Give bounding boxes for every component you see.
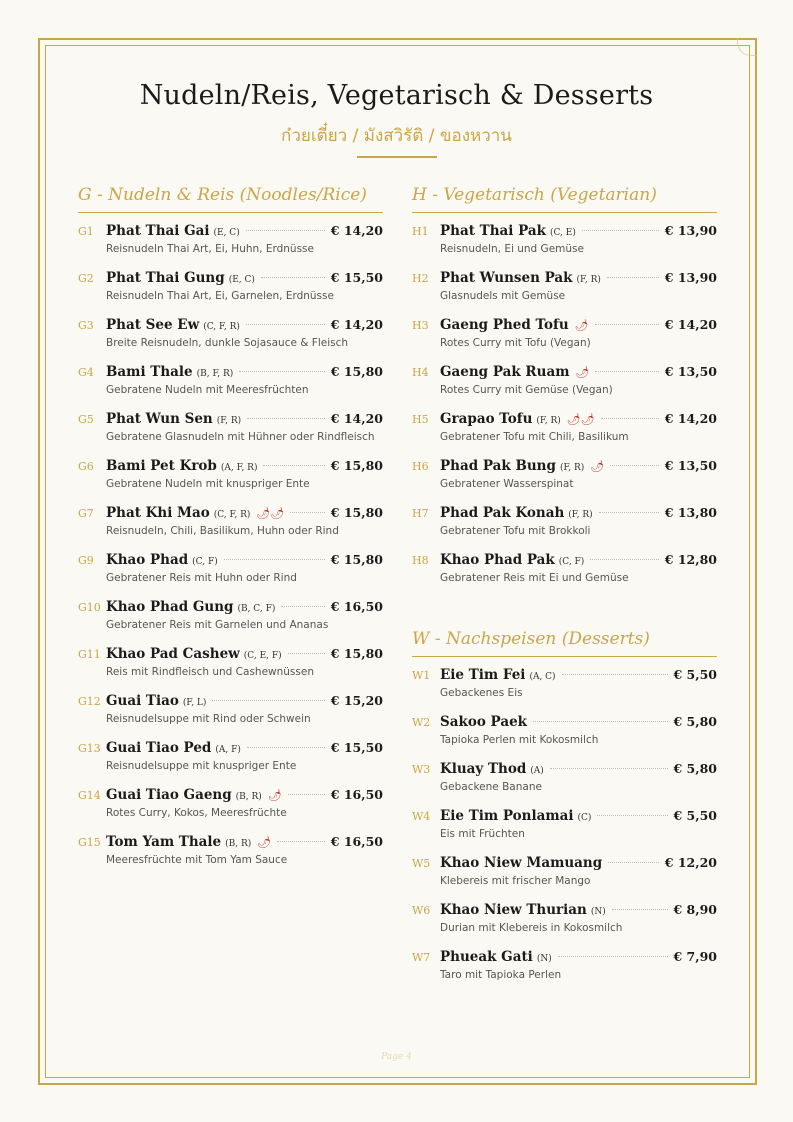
item-name: Khao Pad Cashew	[106, 646, 240, 662]
menu-item	[78, 270, 383, 303]
menu-item	[78, 834, 383, 867]
item-description: Gebratene Glasnudeln mit Hühner oder Rindfleisch	[106, 431, 375, 443]
item-description: Tapioka Perlen mit Kokosmilch	[440, 734, 599, 746]
menu-item	[78, 787, 383, 820]
item-name: Phad Pak Konah	[440, 505, 565, 521]
item-row	[106, 505, 383, 521]
dot-leader	[261, 277, 325, 278]
item-description: Gebratener Tofu mit Brokkoli	[440, 525, 591, 537]
item-allergens: (A, C)	[529, 672, 556, 682]
dot-leader	[212, 700, 324, 701]
dot-leader	[597, 815, 667, 816]
item-row	[440, 855, 717, 871]
item-price: € 15,50	[330, 270, 383, 285]
item-code: H2	[412, 272, 429, 285]
item-code: G13	[78, 742, 101, 755]
item-description: Breite Reisnudeln, dunkle Sojasauce & Fleisch	[106, 337, 349, 349]
section-title-desserts: W - Nachspeisen (Desserts)	[412, 629, 717, 657]
item-allergens: (N)	[536, 954, 552, 964]
menu-item	[78, 552, 383, 585]
item-code: G1	[78, 225, 94, 238]
page-title: Nudeln/Reis, Vegetarisch & Desserts	[139, 80, 654, 111]
chili-icon: 🌶	[267, 789, 282, 802]
item-description: Rotes Curry, Kokos, Meeresfrüchte	[106, 807, 287, 819]
item-price: € 13,50	[664, 364, 717, 379]
item-code: G5	[78, 413, 94, 426]
item-name: Gaeng Phed Tofu	[440, 317, 569, 333]
right-column	[412, 185, 717, 996]
item-code: W1	[412, 669, 431, 682]
item-name: Phat Wun Sen	[106, 411, 213, 427]
item-allergens: (E, C)	[228, 275, 255, 285]
item-description: Gebratene Nudeln mit Meeresfrüchten	[106, 384, 309, 396]
item-description: Gebratener Tofu mit Chili, Basilikum	[440, 431, 629, 443]
menu-item	[412, 458, 717, 491]
item-code: G7	[78, 507, 94, 520]
item-allergens: (F, R)	[536, 416, 561, 426]
item-code: G11	[78, 648, 101, 661]
dot-leader	[281, 606, 324, 607]
menu-item	[412, 505, 717, 538]
item-code: W3	[412, 763, 431, 776]
dot-leader	[599, 512, 659, 513]
item-description: Gebackene Banane	[440, 781, 542, 793]
item-allergens: (B, C, F)	[237, 604, 276, 614]
item-code: G12	[78, 695, 101, 708]
item-description: Gebratener Reis mit Ei und Gemüse	[440, 572, 629, 584]
dot-leader	[246, 324, 325, 325]
item-code: H8	[412, 554, 429, 567]
item-price: € 5,50	[673, 667, 717, 682]
item-row	[440, 714, 717, 730]
item-row	[106, 646, 383, 662]
dot-leader	[247, 418, 325, 419]
item-row	[440, 552, 717, 568]
item-allergens: (E, C)	[213, 228, 240, 238]
chili-icon: 🌶	[590, 460, 605, 473]
item-allergens: (C, E, F)	[243, 651, 282, 661]
item-name: Eie Tim Ponlamai	[440, 808, 574, 824]
section-title-vegetarian: H - Vegetarisch (Vegetarian)	[412, 185, 717, 213]
item-row	[106, 834, 383, 850]
item-name: Khao Phad Pak	[440, 552, 555, 568]
item-allergens: (N)	[590, 907, 606, 917]
menu-item	[412, 317, 717, 350]
item-allergens: (F, R)	[559, 463, 585, 473]
menu-item	[412, 223, 717, 256]
item-price: € 13,90	[664, 223, 717, 238]
item-code: W4	[412, 810, 431, 823]
menu-item	[412, 949, 717, 982]
item-price: € 15,20	[330, 693, 383, 708]
item-description: Reis mit Rindfleisch und Cashewnüssen	[106, 666, 314, 678]
item-code: G9	[78, 554, 94, 567]
dot-leader	[290, 512, 324, 513]
item-description: Reisnudelsuppe mit knuspriger Ente	[106, 760, 297, 772]
dot-leader	[582, 230, 659, 231]
item-description: Eis mit Früchten	[440, 828, 525, 840]
item-price: € 7,90	[673, 949, 717, 964]
item-name: Phat See Ew	[106, 317, 200, 333]
item-name: Phat Khi Mao	[106, 505, 210, 521]
menu-item	[412, 902, 717, 935]
item-description: Gebratener Wasserspinat	[440, 478, 574, 490]
item-name: Grapao Tofu	[440, 411, 533, 427]
item-price: € 16,50	[330, 787, 383, 802]
item-allergens: (C, F)	[558, 557, 585, 567]
item-description: Taro mit Tapioka Perlen	[440, 969, 562, 981]
item-code: G2	[78, 272, 94, 285]
item-code: H6	[412, 460, 429, 473]
item-description: Gebratene Nudeln mit knuspriger Ente	[106, 478, 310, 490]
item-allergens: (F, R)	[216, 416, 242, 426]
item-code: W5	[412, 857, 431, 870]
item-description: Reisnudeln Thai Art, Ei, Huhn, Erdnüsse	[106, 243, 314, 255]
item-allergens: (F, R)	[568, 510, 593, 520]
item-row	[106, 458, 383, 474]
item-row	[106, 740, 383, 756]
dot-leader	[601, 418, 659, 419]
item-allergens: (B, R)	[235, 792, 262, 802]
item-price: € 14,20	[330, 411, 383, 426]
item-row	[440, 505, 717, 521]
item-row	[106, 787, 383, 803]
item-row	[106, 223, 383, 239]
item-row	[106, 270, 383, 286]
item-row	[106, 552, 383, 568]
item-price: € 15,80	[330, 364, 383, 379]
item-row	[440, 949, 717, 965]
noodles-list	[78, 223, 383, 867]
item-description: Klebereis mit frischer Mango	[440, 875, 591, 887]
dot-leader	[263, 465, 324, 466]
item-description: Meeresfrüchte mit Tom Yam Sauce	[106, 854, 288, 866]
dot-leader	[612, 909, 668, 910]
item-code: H3	[412, 319, 429, 332]
item-price: € 14,20	[664, 411, 717, 426]
item-code: G15	[78, 836, 101, 849]
menu-item	[412, 364, 717, 397]
item-description: Reisnudelsuppe mit Rind oder Schwein	[106, 713, 311, 725]
item-name: Guai Tiao Gaeng	[106, 787, 232, 803]
item-price: € 13,50	[664, 458, 717, 473]
item-description: Reisnudeln Thai Art, Ei, Garnelen, Erdnüsse	[106, 290, 334, 302]
item-description: Reisnudeln, Chili, Basilikum, Huhn oder Rind	[106, 525, 339, 537]
item-row	[440, 902, 717, 918]
menu-item	[412, 714, 717, 747]
item-description: Durian mit Klebereis in Kokosmilch	[440, 922, 623, 934]
dot-leader	[550, 768, 668, 769]
item-row	[440, 364, 717, 380]
item-code: W7	[412, 951, 431, 964]
item-price: € 15,80	[330, 646, 383, 661]
item-price: € 15,80	[330, 505, 383, 520]
dot-leader	[595, 371, 658, 372]
item-allergens: (F, R)	[576, 275, 601, 285]
item-description: Rotes Curry mit Tofu (Vegan)	[440, 337, 591, 349]
item-row	[440, 223, 717, 239]
item-code: G3	[78, 319, 94, 332]
item-row	[440, 458, 717, 474]
item-code: H7	[412, 507, 429, 520]
item-allergens: (C)	[577, 813, 592, 823]
item-name: Sakoo Paek	[440, 714, 528, 730]
item-description: Glasnudels mit Gemüse	[440, 290, 566, 302]
menu-item	[78, 599, 383, 632]
item-price: € 8,90	[673, 902, 717, 917]
dot-leader	[288, 653, 325, 654]
dot-leader	[608, 862, 659, 863]
item-allergens: (B, R)	[225, 839, 252, 849]
dot-leader	[610, 465, 659, 466]
item-price: € 16,50	[330, 599, 383, 614]
item-row	[440, 317, 717, 333]
item-price: € 13,80	[664, 505, 717, 520]
menu-item	[412, 855, 717, 888]
item-name: Kluay Thod	[440, 761, 527, 777]
dot-leader	[595, 324, 659, 325]
item-price: € 15,80	[330, 552, 383, 567]
item-price: € 13,90	[664, 270, 717, 285]
item-allergens: (C, E)	[549, 228, 576, 238]
chili-icon: 🌶🌶	[566, 413, 595, 426]
dot-leader	[277, 841, 325, 842]
item-name: Guai Tiao	[106, 693, 179, 709]
item-code: H1	[412, 225, 429, 238]
item-allergens: (F, L)	[182, 698, 207, 708]
item-name: Phat Thai Pak	[440, 223, 546, 239]
dot-leader	[239, 371, 324, 372]
item-allergens: (A, F)	[215, 745, 241, 755]
chili-icon: 🌶	[575, 366, 590, 379]
item-code: H5	[412, 413, 429, 426]
item-price: € 5,80	[673, 714, 717, 729]
item-price: € 5,80	[673, 761, 717, 776]
item-code: G4	[78, 366, 94, 379]
dot-leader	[533, 721, 667, 722]
item-allergens: (B, F, R)	[196, 369, 234, 379]
item-row	[440, 808, 717, 824]
item-row	[106, 411, 383, 427]
section-title-noodles: G - Nudeln & Reis (Noodles/Rice)	[78, 185, 383, 213]
item-name: Phat Thai Gung	[106, 270, 225, 286]
item-code: G14	[78, 789, 101, 802]
menu-item	[78, 364, 383, 397]
menu-item	[78, 646, 383, 679]
dot-leader	[590, 559, 658, 560]
vegetarian-list	[412, 223, 717, 585]
dot-leader	[607, 277, 659, 278]
item-name: Bami Pet Krob	[106, 458, 217, 474]
menu-item	[78, 693, 383, 726]
item-description: Rotes Curry mit Gemüse (Vegan)	[440, 384, 613, 396]
item-row	[106, 317, 383, 333]
item-allergens: (C, F, R)	[213, 510, 251, 520]
item-price: € 16,50	[330, 834, 383, 849]
item-name: Phat Thai Gai	[106, 223, 210, 239]
item-price: € 12,20	[664, 855, 717, 870]
item-price: € 5,50	[673, 808, 717, 823]
menu-item	[412, 411, 717, 444]
item-name: Phat Wunsen Pak	[440, 270, 573, 286]
chili-icon: 🌶🌶	[256, 507, 285, 520]
item-description: Gebratener Reis mit Garnelen und Ananas	[106, 619, 329, 631]
item-price: € 14,20	[664, 317, 717, 332]
item-name: Guai Tiao Ped	[106, 740, 212, 756]
item-row	[106, 364, 383, 380]
item-name: Tom Yam Thale	[106, 834, 222, 850]
chili-icon: 🌶	[257, 836, 272, 849]
item-code: W2	[412, 716, 431, 729]
menu-item	[412, 552, 717, 585]
item-description: Gebratener Reis mit Huhn oder Rind	[106, 572, 297, 584]
item-code: G6	[78, 460, 94, 473]
item-description: Reisnudeln, Ei und Gemüse	[440, 243, 584, 255]
item-row	[106, 693, 383, 709]
item-code: W6	[412, 904, 431, 917]
item-row	[440, 270, 717, 286]
item-row	[440, 411, 717, 427]
menu-item	[78, 458, 383, 491]
item-name: Phad Pak Bung	[440, 458, 556, 474]
menu-item	[412, 808, 717, 841]
menu-item	[78, 505, 383, 538]
item-name: Khao Niew Mamuang	[440, 855, 603, 871]
menu-item	[78, 740, 383, 773]
item-price: € 12,80	[664, 552, 717, 567]
menu-item	[412, 761, 717, 794]
item-name: Khao Niew Thurian	[440, 902, 587, 918]
chili-icon: 🌶	[574, 319, 589, 332]
title-divider	[357, 156, 437, 158]
left-column	[78, 185, 383, 881]
item-allergens: (A)	[530, 766, 544, 776]
dot-leader	[562, 674, 668, 675]
item-price: € 14,20	[330, 317, 383, 332]
item-price: € 15,50	[330, 740, 383, 755]
item-allergens: (C, F, R)	[203, 322, 240, 332]
item-allergens: (C, F)	[192, 557, 218, 567]
section-spacer	[412, 599, 717, 629]
item-name: Khao Phad	[106, 552, 189, 568]
dot-leader	[247, 747, 325, 748]
thai-subtitle: ก๋วยเตี๋ยว / มังสวิรัติ / ของหวาน	[281, 126, 512, 146]
item-name: Khao Phad Gung	[106, 599, 234, 615]
menu-item	[78, 317, 383, 350]
dot-leader	[224, 559, 325, 560]
item-row	[106, 599, 383, 615]
item-code: H4	[412, 366, 429, 379]
menu-item	[78, 223, 383, 256]
page-number: Page 4	[381, 1052, 412, 1062]
item-name: Eie Tim Fei	[440, 667, 526, 683]
dot-leader	[288, 794, 325, 795]
item-description: Gebackenes Eis	[440, 687, 523, 699]
dot-leader	[246, 230, 325, 231]
menu-item	[78, 411, 383, 444]
item-price: € 15,80	[330, 458, 383, 473]
dot-leader	[558, 956, 668, 957]
item-name: Phueak Gati	[440, 949, 533, 965]
menu-item	[412, 270, 717, 303]
item-row	[440, 761, 717, 777]
menu-item	[412, 667, 717, 700]
desserts-list	[412, 667, 717, 982]
item-name: Bami Thale	[106, 364, 193, 380]
item-code: G10	[78, 601, 101, 614]
item-price: € 14,20	[330, 223, 383, 238]
item-row	[440, 667, 717, 683]
item-name: Gaeng Pak Ruam	[440, 364, 570, 380]
item-allergens: (A, F, R)	[220, 463, 258, 473]
